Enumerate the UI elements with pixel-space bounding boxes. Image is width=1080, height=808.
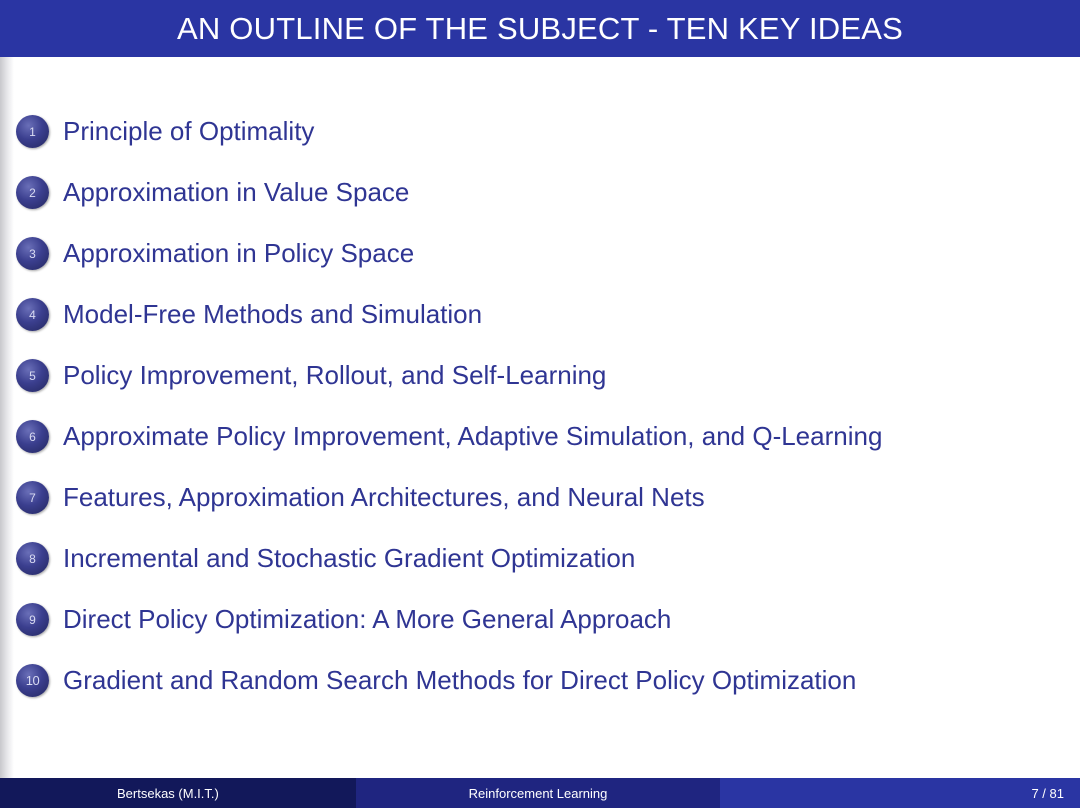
list-item-text: Approximate Policy Improvement, Adaptive Simulation, and Q-Learning (63, 421, 883, 451)
list-item (16, 162, 882, 223)
list-item (16, 528, 882, 589)
list-item-text: Features, Approximation Architectures, and Neural Nets (63, 482, 705, 512)
list-item (16, 406, 882, 467)
list-item (16, 101, 882, 162)
item-number-badge: 6 (16, 420, 49, 453)
list-item-text: Approximation in Value Space (63, 177, 410, 207)
key-ideas-list (16, 101, 882, 711)
item-number-badge: 10 (16, 664, 49, 697)
list-item-text: Approximation in Policy Space (63, 238, 415, 268)
list-item (16, 223, 882, 284)
footer-title-segment (356, 778, 720, 808)
list-item (16, 284, 882, 345)
item-number-badge: 3 (16, 237, 49, 270)
list-item-text: Model-Free Methods and Simulation (63, 299, 483, 329)
item-number-badge: 2 (16, 176, 49, 209)
footer-page-segment (720, 778, 1080, 808)
list-item-text: Gradient and Random Search Methods for Direct Policy Optimization (63, 665, 857, 695)
list-item (16, 467, 882, 528)
slide-title: AN OUTLINE OF THE SUBJECT - TEN KEY IDEAS (177, 10, 903, 46)
list-item (16, 345, 882, 406)
list-item-text: Policy Improvement, Rollout, and Self-Learning (63, 360, 607, 390)
item-number-badge: 5 (16, 359, 49, 392)
footer-bar (0, 778, 1080, 808)
list-item (16, 650, 882, 711)
footer-author-segment (0, 778, 356, 808)
item-number-badge: 9 (16, 603, 49, 636)
list-item-text: Incremental and Stochastic Gradient Optimization (63, 543, 636, 573)
item-number-badge: 1 (16, 115, 49, 148)
item-number-badge: 7 (16, 481, 49, 514)
page-number: 7 / 81 (1031, 785, 1064, 801)
list-item-text: Direct Policy Optimization: A More General Approach (63, 604, 672, 634)
footer-talk-title: Reinforcement Learning (468, 785, 608, 801)
list-item (16, 589, 882, 650)
list-item-text: Principle of Optimality (63, 116, 315, 146)
left-edge-shadow (0, 57, 14, 778)
footer-author: Bertsekas (M.I.T.) (117, 785, 219, 801)
item-number-badge: 8 (16, 542, 49, 575)
item-number-badge: 4 (16, 298, 49, 331)
title-bar (0, 0, 1080, 57)
